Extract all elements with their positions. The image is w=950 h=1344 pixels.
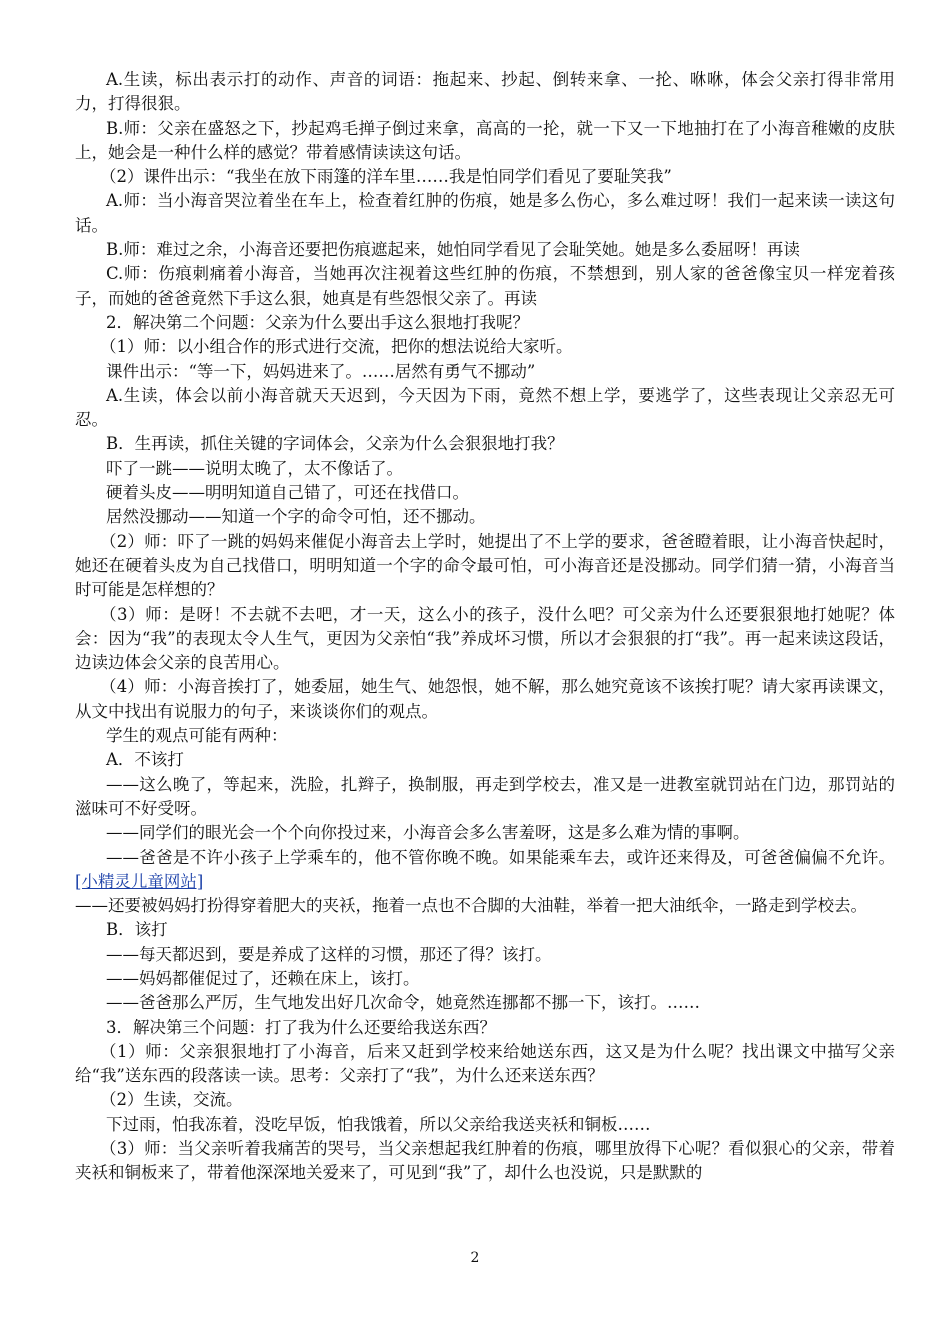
paragraph-text: A.师：当小海音哭泣着坐在车上，检查着红肿的伤痕，她是多么伤心，多么难过呀！我们一起来读一读这句话。 xyxy=(75,191,895,235)
paragraph-text: （4）师：小海音挨打了，她委屈，她生气、她怨恨，她不解，那么她究竟该不该挨打呢？请大家再读课文，从文中找出有说服力的句子，来谈谈你们的观点。 xyxy=(75,677,895,721)
paragraph-text: ——同学们的眼光会一个个向你投过来，小海音会多么害羞呀，这是多么难为情的事啊。 xyxy=(106,823,750,843)
paragraph-text: 2．解决第二个问题：父亲为什么要出手这么狠地打我呢？ xyxy=(106,312,529,332)
paragraph-text: 硬着头皮——明明知道自己错了，可还在找借口。 xyxy=(106,483,469,503)
paragraph-text: 下过雨，怕我冻着，没吃早饭，怕我饿着，所以父亲给我送夹袄和铜板…… xyxy=(106,1114,651,1134)
paragraph xyxy=(75,773,895,822)
paragraph-text: （2）师：吓了一跳的妈妈来催促小海音去上学时，她提出了不上学的要求，爸爸瞪着眼，让小海音快起时，她还在硬着头皮为自己找借口，明明知道一个字的命令最可怕，可小海音还是没挪动。同学们猜一猜，小海音当时可能是怎样想的？ xyxy=(75,531,895,600)
paragraph xyxy=(75,1088,895,1112)
paragraph xyxy=(75,991,895,1015)
paragraph xyxy=(75,238,895,262)
paragraph-text: （1）师：父亲狠狠地打了小海音，后来又赶到学校来给她送东西，这又是为什么呢？找出课文中描写父亲给“我”送东西的段落读一读。思考：父亲打了“我”，为什么还来送东西？ xyxy=(75,1041,895,1086)
paragraph xyxy=(75,335,895,359)
paragraph xyxy=(75,603,895,676)
paragraph xyxy=(75,432,895,456)
paragraph xyxy=(75,943,895,967)
paragraph-text: B．生再读，抓住关键的字词体会，父亲为什么会狠狠地打我？ xyxy=(106,434,564,454)
paragraph xyxy=(75,846,895,895)
paragraph-text: （3）师：当父亲听着我痛苦的哭号，当父亲想起我红肿着的伤痕，哪里放得下心呢？看似狠心的父亲，带着夹袄和铜板来了，带着他深深地关爱来了，可见到“我”了，却什么也没说，只是默默的 xyxy=(75,1139,895,1183)
paragraph xyxy=(75,384,895,433)
paragraph-text: 居然没挪动——知道一个字的命令可怕，还不挪动。 xyxy=(106,507,486,527)
paragraph xyxy=(75,68,895,117)
paragraph xyxy=(75,117,895,166)
paragraph xyxy=(75,165,895,189)
document-body xyxy=(75,68,895,1186)
paragraph xyxy=(75,1040,895,1089)
paragraph xyxy=(75,481,895,505)
paragraph xyxy=(75,1137,895,1186)
paragraph xyxy=(75,189,895,238)
paragraph-text: ——爸爸是不许小孩子上学乘车的，他不管你晚不晚。如果能乘车去，或许还来得及，可爸爸偏偏不允许。 xyxy=(106,847,895,867)
paragraph-text: （1）师：以小组合作的形式进行交流，把你的想法说给大家听。 xyxy=(100,337,573,357)
paragraph-text: B.师：难过之余，小海音还要把伤痕遮起来，她怕同学看见了会耻笑她。她是多么委屈呀！再读 xyxy=(106,240,800,260)
paragraph-text: 课件出示：“等一下，妈妈进来了。……居然有勇气不挪动” xyxy=(106,361,536,381)
paragraph xyxy=(75,675,895,724)
page-number: 2 xyxy=(470,1250,480,1266)
paragraph xyxy=(75,311,895,335)
paragraph-text: A.生读，体会以前小海音就天天迟到，今天因为下雨，竟然不想上学，要逃学了，这些表现让父亲忍无可忍。 xyxy=(75,385,895,430)
paragraph-text: A．不该打 xyxy=(106,750,184,770)
paragraph xyxy=(75,262,895,311)
paragraph xyxy=(75,530,895,603)
paragraph xyxy=(75,1016,895,1040)
paragraph xyxy=(75,360,895,384)
paragraph xyxy=(75,918,895,942)
paragraph-text: ——爸爸那么严厉，生气地发出好几次命令，她竟然连挪都不挪一下，该打。…… xyxy=(106,993,700,1013)
paragraph xyxy=(75,894,895,918)
paragraph-text: （3）师：是呀！不去就不去吧，才一天，这么小的孩子，没什么吧？可父亲为什么还要狠狠地打她呢？体会：因为“我”的表现太令人生气，更因为父亲怕“我”养成坏习惯，所以才会狠狠的打“我”。再一起来读这段话，边读边体会父亲的良苦用心。 xyxy=(75,604,895,673)
paragraph-text: ——妈妈都催促过了，还赖在床上，该打。 xyxy=(106,968,420,988)
paragraph-text: A.生读，标出表示打的动作、声音的词语：拖起来、抄起、倒转来拿、一抡、咻咻，体会父亲打得非常用力，打得很狠。 xyxy=(75,70,895,114)
paragraph-text: 吓了一跳——说明太晚了，太不像话了。 xyxy=(106,458,403,478)
paragraph-text: 学生的观点可能有两种： xyxy=(106,726,288,746)
paragraph-text: 3．解决第三个问题：打了我为什么还要给我送东西？ xyxy=(106,1017,496,1037)
paragraph-text: C.师：伤痕刺痛着小海音，当她再次注视着这些红肿的伤痕，不禁想到，别人家的爸爸像宝贝一样宠着孩子，而她的爸爸竟然下手这么狠，她真是有些怨恨父亲了。再读 xyxy=(75,264,895,308)
paragraph xyxy=(75,457,895,481)
paragraph xyxy=(75,1113,895,1137)
paragraph-text: ——这么晚了，等起来，洗脸，扎辫子，换制服，再走到学校去，准又是一进教室就罚站在门边，那罚站的滋味可不好受呀。 xyxy=(75,774,895,818)
paragraph xyxy=(75,505,895,529)
paragraph-text: （2）生读，交流。 xyxy=(100,1090,243,1110)
paragraph xyxy=(75,821,895,845)
paragraph xyxy=(75,748,895,772)
paragraph xyxy=(75,967,895,991)
paragraph-text: （2）课件出示：“我坐在放下雨篷的洋车里……我是怕同学们看见了要耻笑我” xyxy=(100,167,672,187)
paragraph xyxy=(75,724,895,748)
paragraph-text: ——每天都迟到，要是养成了这样的习惯，那还了得？该打。 xyxy=(106,944,552,964)
paragraph-text: ——还要被妈妈打扮得穿着肥大的夹袄，拖着一点也不合脚的大油鞋，举着一把大油纸伞，一路走到学校去。 xyxy=(75,896,867,916)
website-link[interactable]: [小精灵儿童网站] xyxy=(75,871,204,891)
paragraph-text: B.师：父亲在盛怒之下，抄起鸡毛掸子倒过来拿，高高的一抡，就一下又一下地抽打在了小海音稚嫩的皮肤上，她会是一种什么样的感觉？带着感情读读这句话。 xyxy=(75,118,895,162)
paragraph-text: B．该打 xyxy=(106,920,168,940)
